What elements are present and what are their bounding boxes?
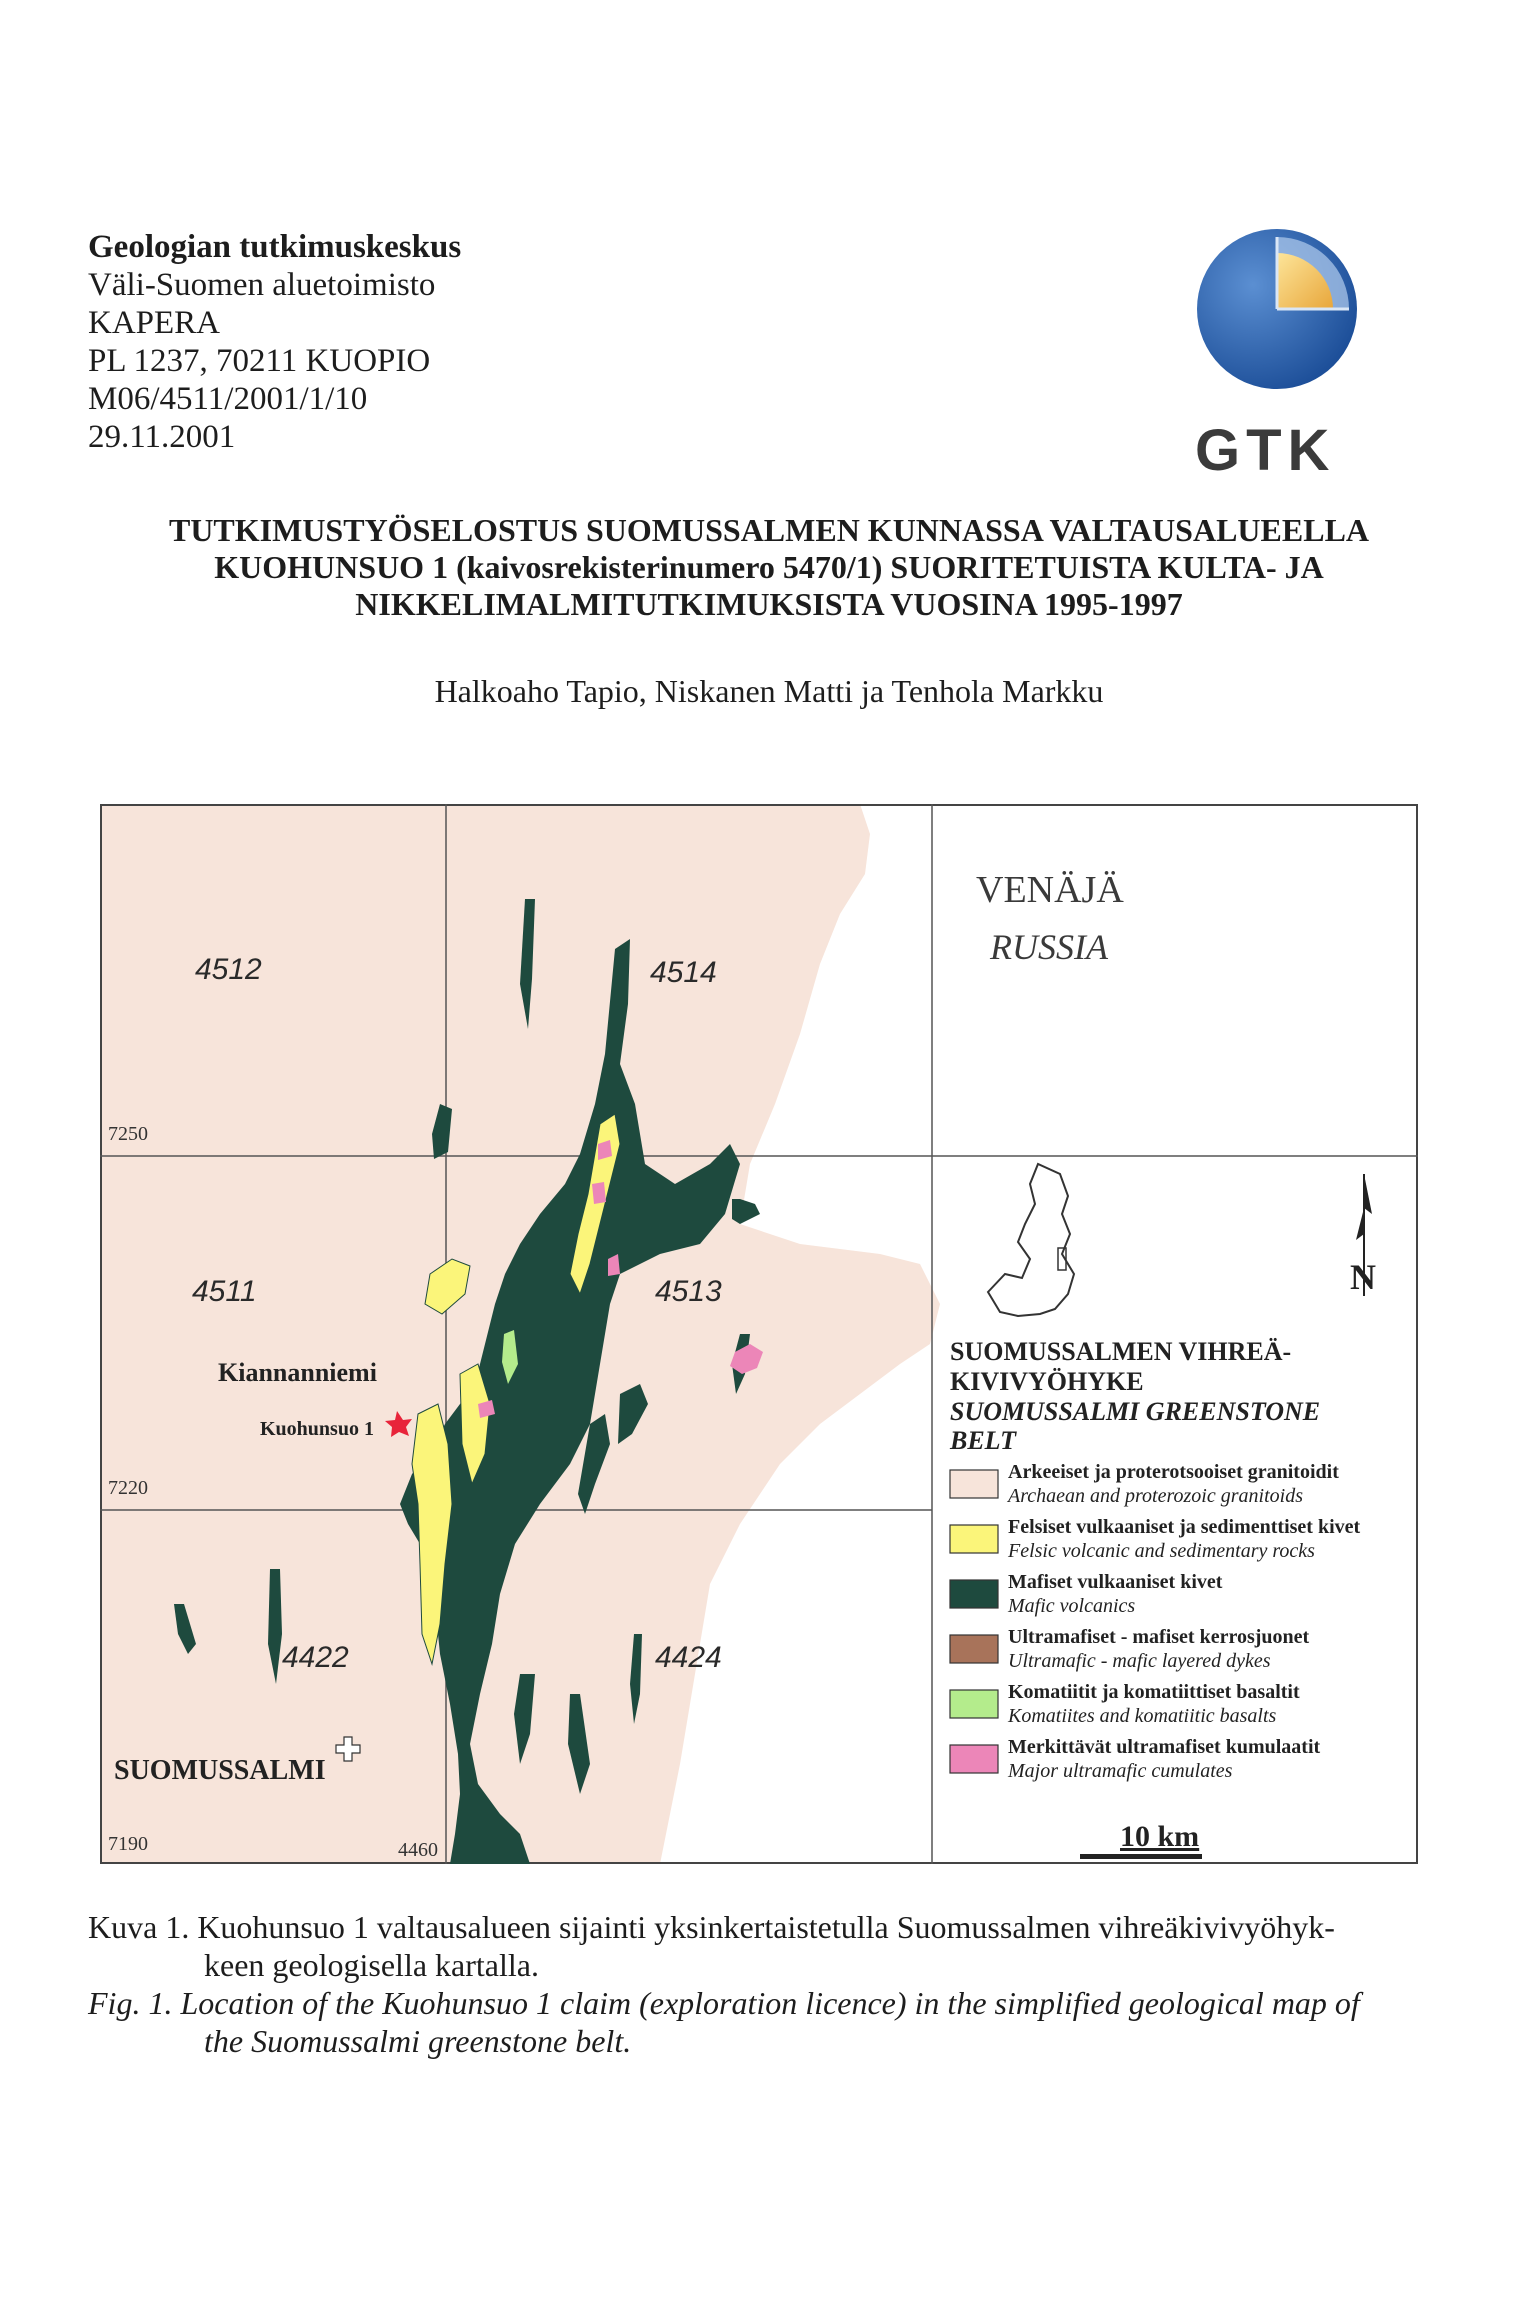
country-fi: VENÄJÄ: [976, 869, 1124, 911]
legend-swatch: [950, 1525, 998, 1553]
sheet-4514: 4514: [650, 956, 717, 989]
legend-title-en-1: SUOMUSSALMI GREENSTONE: [950, 1397, 1321, 1426]
caption-en-line-1: Fig. 1. Location of the Kuohunsuo 1 claim (exploration licence) in the simplified geological map of: [88, 1985, 1360, 2021]
legend-swatch: [950, 1690, 998, 1718]
organization-name: Geologian tutkimuskeskus: [88, 229, 462, 265]
legend-swatch: [950, 1580, 998, 1608]
report-title: [100, 512, 1438, 623]
legend-label-en: Mafic volcanics: [1008, 1595, 1136, 1617]
scale-label: 10 km: [1120, 1820, 1200, 1853]
report-id: M06/4511/2001/1/10: [88, 381, 368, 417]
legend-label-fi: Merkittävät ultramafiset kumulaatit: [1008, 1736, 1321, 1758]
report-date: 29.11.2001: [88, 419, 236, 455]
legend-label-en: Felsic volcanic and sedimentary rocks: [1008, 1540, 1315, 1562]
north-label: N: [1350, 1257, 1376, 1297]
place-kiannanniemi: Kiannanniemi: [218, 1358, 377, 1387]
address: PL 1237, 70211 KUOPIO: [88, 343, 431, 379]
legend-label-fi: Ultramafiset - mafiset kerrosjuonet: [1008, 1626, 1310, 1648]
northing-7250: 7250: [108, 1123, 148, 1145]
legend-swatch: [950, 1635, 998, 1663]
legend-swatch: [950, 1745, 998, 1773]
office-name: Väli-Suomen aluetoimisto: [88, 267, 436, 303]
northing-7190: 7190: [108, 1833, 148, 1855]
legend-title-en-2: BELT: [950, 1426, 1016, 1455]
legend-swatch: [950, 1470, 998, 1498]
archive-name: KAPERA: [88, 305, 221, 341]
logo-text: GTK: [1195, 418, 1336, 480]
legend-label-fi: Mafiset vulkaaniset kivet: [1008, 1571, 1223, 1593]
sheet-4422: 4422: [282, 1641, 349, 1674]
gtk-logo: [1180, 225, 1360, 480]
geological-map: [100, 804, 1418, 1864]
place-kuohunsuo: Kuohunsuo 1: [260, 1418, 374, 1440]
legend-label-en: Archaean and proterozoic granitoids: [1008, 1485, 1303, 1507]
figure-caption: [88, 1908, 1458, 2060]
caption-en-line-2: the Suomussalmi greenstone belt.: [204, 2023, 632, 2059]
legend-label-en: Ultramafic - mafic layered dykes: [1008, 1650, 1271, 1672]
sheet-4424: 4424: [655, 1641, 722, 1674]
sheet-4512: 4512: [195, 953, 262, 986]
title-line-1: TUTKIMUSTYÖSELOSTUS SUOMUSSALMEN KUNNASSA VALTAUSALUEELLA: [168, 512, 1370, 548]
document-header: [88, 228, 461, 456]
northing-7220: 7220: [108, 1477, 148, 1499]
caption-fi-line-2: keen geologisella kartalla.: [204, 1947, 539, 1983]
title-line-2: KUOHUNSUO 1 (kaivosrekisterinumero 5470/1) SUORITETUISTA KULTA- JA: [214, 549, 1324, 585]
place-suomussalmi: SUOMUSSALMI: [114, 1755, 326, 1786]
legend-label-fi: Felsiset vulkaaniset ja sedimenttiset kivet: [1008, 1516, 1361, 1538]
legend-title-fi-2: KIVIVYÖHYKE: [950, 1367, 1144, 1396]
legend-label-en: Major ultramafic cumulates: [1008, 1760, 1233, 1782]
sheet-4511: 4511: [192, 1275, 257, 1308]
scale-bar: [1080, 1854, 1202, 1859]
legend-title-fi-1: SUOMUSSALMEN VIHREÄ-: [950, 1337, 1292, 1366]
legend-label-en: Komatiites and komatiitic basalts: [1008, 1705, 1277, 1727]
legend-label-fi: Komatiitit ja komatiittiset basaltit: [1008, 1681, 1300, 1703]
legend-label-fi: Arkeeiset ja proterotsooiset granitoidit: [1008, 1461, 1339, 1483]
caption-fi-line-1: Kuva 1. Kuohunsuo 1 valtausalueen sijainti yksinkertaistetulla Suomussalmen vihreäkivivyöhyk-: [88, 1909, 1335, 1945]
map-legend: [949, 1337, 1361, 1782]
authors: Halkoaho Tapio, Niskanen Matti ja Tenhola Markku: [434, 673, 1104, 709]
title-line-3: NIKKELIMALMITUTKIMUKSISTA VUOSINA 1995-1997: [355, 586, 1183, 622]
finland-inset-map: [988, 1164, 1074, 1316]
sheet-4513: 4513: [655, 1275, 722, 1308]
easting-4460: 4460: [398, 1839, 438, 1861]
country-en: RUSSIA: [990, 927, 1108, 967]
